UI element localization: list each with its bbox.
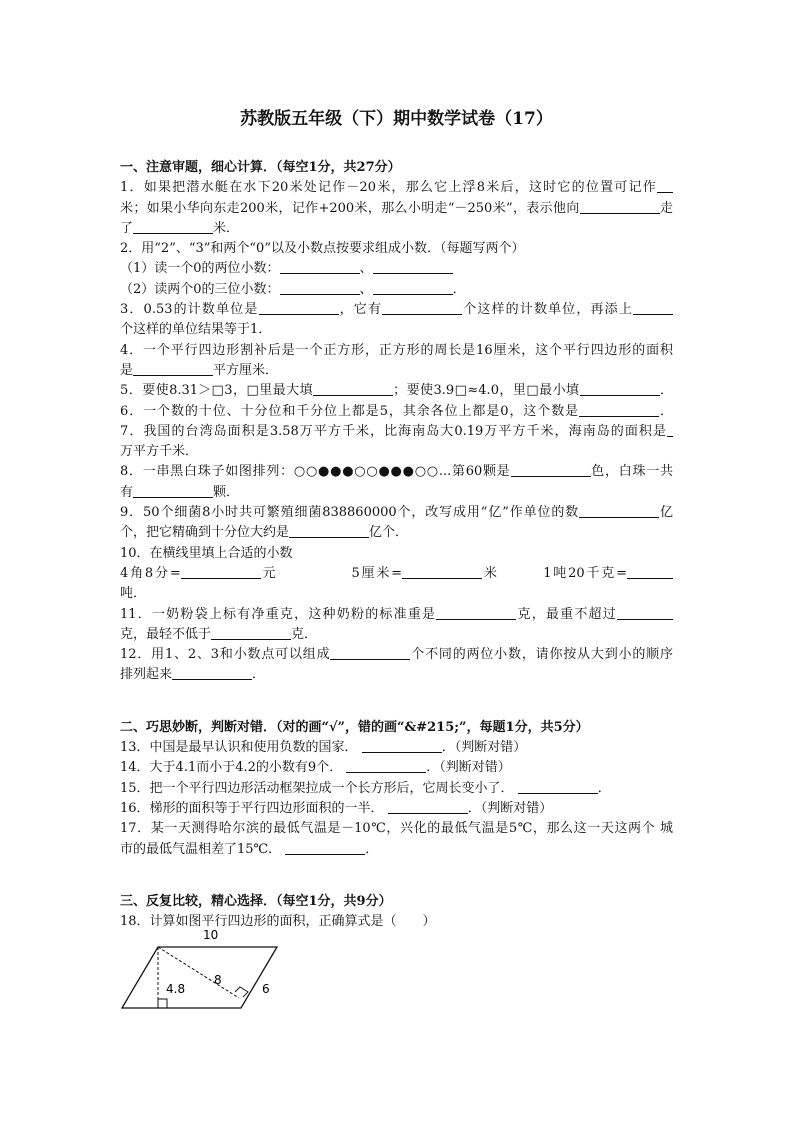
question-text: 颗．: [213, 484, 240, 500]
question-text: 、: [359, 281, 373, 297]
answer-blank[interactable]: [280, 280, 360, 295]
question-text: ．: [452, 281, 466, 297]
question-text: 9．50个细菌8小时共可繁殖细菌838860000个，改写成用“亿”作单位的数: [120, 505, 580, 521]
answer-blank[interactable]: [579, 402, 659, 417]
answer-blank[interactable]: [313, 381, 393, 396]
question-text: 是: [120, 362, 134, 378]
answer-blank[interactable]: [285, 840, 365, 855]
question-line: [120, 178, 673, 198]
question-text: 12．用1、2、3和小数点可以组成: [120, 647, 331, 663]
answer-blank[interactable]: [436, 605, 516, 620]
question-line: [120, 239, 673, 259]
question-text: 4角8分=: [120, 565, 181, 581]
question-text: 4．一个平行四边形割补后是一个正方形，正方形的周长是16厘米，这个平行四边形的面积: [120, 342, 673, 358]
answer-blank[interactable]: [172, 665, 252, 680]
question-text: 市的最低气温相差了15℃．: [120, 841, 286, 857]
question-text: 平方厘米．: [213, 362, 279, 378]
question-text: 个不同的两位小数，请你按从大到小的顺序: [410, 647, 673, 663]
question-text: 吨．: [120, 586, 147, 602]
question-line: [120, 605, 673, 625]
question-text: ；要使3.9□≈4.0，里□最小填: [393, 383, 580, 399]
section-heading: 三、反复比较，精心选择．（每空1分，共9分）: [120, 893, 392, 909]
answer-blank[interactable]: [211, 625, 291, 640]
question-line: [120, 819, 673, 839]
question-text: 亿个．: [369, 525, 409, 541]
answer-blank[interactable]: [362, 738, 442, 753]
answer-blank[interactable]: [133, 483, 213, 498]
question-line: [120, 544, 673, 564]
answer-blank[interactable]: [511, 462, 591, 477]
question-text: ．（判断对错）: [467, 800, 553, 816]
question-text: 11．一奶粉袋上标有净重克，这种奶粉的标准重是: [120, 606, 437, 622]
question-text: ．: [659, 403, 673, 419]
section-heading: 一、注意审题，细心计算．（每空1分，共27分）: [120, 160, 401, 175]
question-text: （1）读一个0的两位小数：: [120, 261, 280, 277]
question-text: ．: [365, 841, 379, 857]
question-text: 走: [659, 200, 673, 216]
answer-blank[interactable]: [133, 219, 213, 234]
question-text: 13．中国是最早认识和使用负数的国家．: [120, 740, 362, 756]
answer-blank[interactable]: [518, 779, 598, 794]
question-text: 克．: [291, 626, 318, 642]
answer-blank[interactable]: [580, 381, 660, 396]
section-2: [120, 718, 673, 860]
question-text: 个这样的计数单位，再添上: [462, 302, 633, 318]
answer-blank[interactable]: [373, 280, 453, 295]
question-line: [120, 645, 673, 665]
question-text: 16．梯形的面积等于平行四边形面积的一半．: [120, 800, 388, 816]
question-line: [120, 199, 673, 219]
question-text: 7．我国的台湾岛面积是3.58万平方千米，比海南岛大0.19万平方千米，海南岛的面积是: [120, 423, 667, 439]
question-text: 、: [359, 261, 373, 277]
question-text: 6．一个数的十位、十分位和千分位上都是5，其余各位上都是0，这个数是: [120, 403, 580, 419]
answer-blank[interactable]: [388, 799, 468, 814]
question-line: [120, 341, 673, 361]
question-line: [120, 381, 673, 401]
question-text: ．（判断对错）: [426, 760, 511, 776]
question-line: [120, 564, 673, 584]
section-1: [120, 158, 673, 686]
answer-blank[interactable]: [289, 523, 369, 538]
question-text: 万平方千米．: [120, 444, 199, 460]
page-title: 苏教版五年级（下）期中数学试卷（17）: [240, 109, 553, 129]
label-height: 4.8: [166, 982, 186, 996]
question-line: [120, 442, 673, 462]
question-text: 17．某一天测得哈尔滨的最低气温是－10℃，兴化的最低气温是5℃，那么这一天这两个 城: [120, 821, 673, 837]
question-text: 色，白珠一共: [590, 464, 673, 480]
question-text: 5．要使8.31＞□3，□里最大填: [120, 383, 314, 399]
question-line: [120, 840, 673, 860]
answer-blank[interactable]: [373, 259, 453, 274]
answer-blank[interactable]: [579, 503, 659, 518]
question-text: 克，最重不超过: [516, 606, 617, 622]
label-diagonal: 8: [214, 973, 222, 987]
answer-blank[interactable]: [633, 300, 673, 315]
question-line: [120, 799, 673, 819]
question-text: （2）读两个0的三位小数：: [120, 281, 280, 297]
question-text: 2．用“2”、“3”和两个“0”以及小数点按要求组成小数．（每题写两个）: [120, 241, 525, 257]
question-line: [120, 219, 673, 239]
question-line: [120, 259, 673, 279]
answer-blank[interactable]: [346, 758, 426, 773]
answer-blank[interactable]: [133, 361, 213, 376]
question-text: 排列起来: [120, 667, 173, 683]
question-line: [120, 503, 673, 523]
question-text: 有: [120, 484, 134, 500]
question-line: [120, 779, 673, 799]
question-text: 米 1吨20千克=: [482, 565, 627, 581]
question-line: [120, 402, 673, 422]
answer-blank[interactable]: [280, 259, 360, 274]
question-text: 14．大于4.1而小于4.2的小数有9个．: [120, 760, 347, 776]
question-text: 3．0.53的计数单位是: [120, 302, 259, 318]
question-text: 米；如果小华向东走200米，记作+200米，那么小明走“－250米”，表示他向: [120, 200, 580, 216]
question-text: ．: [659, 383, 673, 399]
answer-blank[interactable]: [330, 645, 410, 660]
question-text: 米．: [213, 220, 240, 236]
question-text: ．: [597, 780, 611, 796]
question-text: 15．把一个平行四边形活动框架拉成一个长方形后，它周长变小了．: [120, 780, 518, 796]
question-line: [120, 300, 673, 320]
answer-blank[interactable]: [627, 564, 673, 579]
label-top: 10: [203, 928, 219, 942]
question-text: ．（判断对错）: [441, 740, 527, 756]
answer-blank[interactable]: [580, 199, 660, 214]
question-text: 18．计算如图平行四边形的面积，正确算式是（ ）: [120, 914, 436, 930]
answer-blank[interactable]: [382, 300, 462, 315]
question-line: [120, 320, 673, 340]
question-line: [120, 361, 673, 381]
question-text: 了: [120, 220, 134, 236]
question-text: 个这样的单位结果等于1．: [120, 322, 272, 338]
question-text: 克，最轻不低于: [120, 626, 212, 642]
section-heading: 二、巧思妙断，判断对错．（对的画“√”，错的画“&#215;”，每题1分，共5分）: [120, 719, 589, 735]
question-text: 亿: [659, 505, 673, 521]
question-line: [120, 625, 673, 645]
answer-blank[interactable]: [667, 422, 673, 437]
question-text: 1．如果把潜水艇在水下20米处记作－20米，那么它上浮8米后，这时它的位置可记作: [120, 180, 657, 196]
question-line: [120, 280, 673, 300]
question-text: ．: [252, 667, 266, 683]
question-text: 个，把它精确到十分位大约是: [120, 525, 290, 541]
question-line: [120, 758, 673, 778]
question-line: [120, 738, 673, 758]
question-line: [120, 584, 673, 604]
answer-blank[interactable]: [402, 564, 482, 579]
answer-blank[interactable]: [657, 178, 673, 193]
parallelogram-shape: [122, 947, 277, 1008]
question-text: 元 5厘米=: [260, 565, 403, 581]
question-line: [120, 483, 673, 503]
answer-blank[interactable]: [617, 605, 673, 620]
right-angle-mark: [235, 987, 248, 997]
label-side: 6: [262, 982, 270, 996]
question-text: 10．在横线里填上合适的小数: [120, 545, 293, 561]
question-line: [120, 665, 673, 685]
exam-content: [120, 158, 673, 964]
right-angle-mark: [158, 999, 167, 1008]
question-text: ，它有: [338, 302, 383, 318]
question-text: 8．一串黑白珠子如图排列：○○●●●○○●●●○○...第60颗是: [120, 464, 511, 480]
question-line: [120, 462, 673, 482]
answer-blank[interactable]: [259, 300, 339, 315]
question-line: [120, 422, 673, 442]
answer-blank[interactable]: [181, 564, 261, 579]
parallelogram-figure: [110, 925, 300, 1020]
question-line: [120, 523, 673, 543]
